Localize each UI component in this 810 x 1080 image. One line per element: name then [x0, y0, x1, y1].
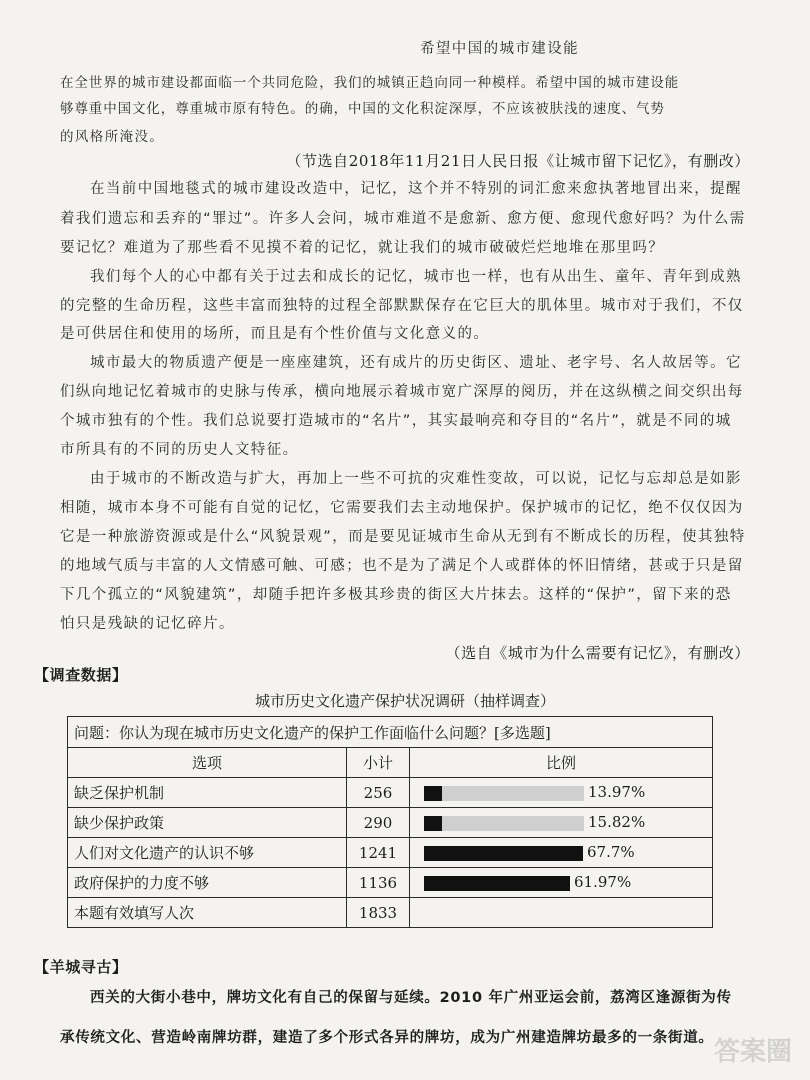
text-line: 市所具有的不同的历史人文特征。 — [60, 442, 299, 458]
table-row — [68, 778, 713, 808]
text-line: 们纵向地记忆着城市的史脉与传承，横向地展示着城市宽广深厚的阅历，并在这纵横之间交织出每 — [60, 384, 744, 400]
text-line: 西关的大街小巷中，牌坊文化有自己的保留与延续。2010 年广州亚运会前，荔湾区逢源街为传 — [90, 990, 732, 1006]
option-label: 人们对文化遗产的认识不够 — [68, 838, 347, 868]
section-tag-survey: 【调查数据】 — [34, 666, 128, 684]
survey-title: 城市历史文化遗产保护状况调研（抽样调查） — [254, 692, 555, 710]
ratio-label: 61.97% — [574, 873, 632, 891]
option-label: 缺少保护政策 — [68, 808, 347, 838]
source-citation: （选自《城市为什么需要有记忆》，有删改） — [445, 644, 750, 662]
header-ratio: 比例 — [410, 748, 713, 778]
text-line: 够尊重中国文化，尊重城市原有特色。的确，中国的文化积淀深厚，不应该被肤浅的速度、气势 — [60, 101, 665, 117]
text-line: 承传统文化、营造岭南牌坊群，建造了多个形式各异的牌坊，成为广州建造牌坊最多的一条街道。 — [60, 1030, 714, 1046]
text-line: 的完整的生命历程，这些丰富而独特的过程全部默默保存在它巨大的肌体里。城市对于我们，不仅 — [60, 298, 744, 314]
text-line: 由于城市的不断改造与扩大，再加上一些不可抗的灾难性变故，可以说，记忆与忘却总是如影 — [90, 471, 742, 487]
ratio-label: 13.97% — [588, 783, 646, 801]
ratio-cell — [410, 838, 713, 868]
table-row — [68, 868, 713, 898]
text-line: 着我们遗忘和丢弃的“罪过”。许多人会问，城市难道不是愈新、愈方便、愈现代愈好吗？为什么需 — [60, 211, 746, 227]
ratio-label: 15.82% — [588, 813, 646, 831]
text-line: 城市最大的物质遗产便是一座座建筑，还有成片的历史街区、遗址、老字号、名人故居等。它 — [90, 355, 742, 371]
ratio-cell — [410, 778, 713, 808]
option-count: 290 — [347, 808, 410, 838]
text-line: 在当前中国地毯式的城市建设改造中，记忆，这个并不特别的词汇愈来愈执著地冒出来，提醒 — [90, 181, 742, 197]
text-line: 的地域气质与丰富的人文情感可触、可感；也不是为了满足个人或群体的怀旧情绪，甚或于只是留 — [60, 558, 744, 574]
table-row — [68, 808, 713, 838]
ratio-bar — [424, 846, 583, 861]
text-line: 怕只是残缺的记忆碎片。 — [60, 616, 235, 632]
ratio-bar — [424, 876, 570, 891]
text-line: 下几个孤立的“风貌建筑”，却随手把许多极其珍贵的街区大片抹去。这样的“保护”，留下来的恐 — [60, 587, 732, 603]
survey-table — [67, 716, 713, 928]
option-count: 256 — [347, 778, 410, 808]
table-row — [68, 838, 713, 868]
option-label: 缺乏保护机制 — [68, 778, 347, 808]
option-label: 政府保护的力度不够 — [68, 868, 347, 898]
ratio-label: 67.7% — [587, 843, 635, 861]
total-count: 1833 — [347, 898, 410, 928]
option-count: 1241 — [347, 838, 410, 868]
option-count: 1136 — [347, 868, 410, 898]
ratio-bar — [424, 786, 584, 801]
text-line: 我们每个人的心中都有关于过去和成长的记忆，城市也一样，也有从出生、童年、青年到成熟 — [90, 269, 742, 285]
text-line: 要记忆？难道为了那些看不见摸不着的记忆，就让我们的城市破破烂烂地堆在那里吗？ — [60, 240, 665, 256]
text-line: 是可供居住和使用的场所，而且是有个性价值与文化意义的。 — [60, 326, 490, 342]
source-citation: （节选自2018年11月21日人民日报《让城市留下记忆》，有删改） — [286, 152, 750, 170]
table-row — [68, 898, 713, 928]
text-line: 的风格所淹没。 — [60, 129, 165, 145]
empty-cell — [410, 898, 713, 928]
text-line: 个城市独有的个性。我们总说要打造城市的“名片”，其实最响亮和夺目的“名片”，就是不同的城 — [60, 413, 732, 429]
text-line: 它是一种旅游资源或是什么“风貌景观”，而是要见证城市生命从无到有不断成长的历程，使其独特 — [60, 529, 746, 545]
text-line: 希望中国的城市建设能 — [420, 41, 579, 57]
header-count: 小计 — [347, 748, 410, 778]
ratio-bar — [424, 816, 584, 831]
text-line: 在全世界的城市建设都面临一个共同危险，我们的城镇正趋向同一种模样。希望中国的城市建设能 — [60, 75, 680, 91]
text-line: 相随，城市本身不可能有自觉的记忆，它需要我们去主动地保护。保护城市的记忆，绝不仅仅因为 — [60, 500, 744, 516]
ratio-cell — [410, 808, 713, 838]
survey-question: 问题：你认为现在城市历史文化遗产的保护工作面临什么问题？[多选题] — [68, 717, 713, 748]
ratio-cell — [410, 868, 713, 898]
watermark-logo: 答案圈 — [713, 1037, 792, 1067]
total-label: 本题有效填写人次 — [68, 898, 347, 928]
header-option: 选项 — [68, 748, 347, 778]
section-tag-yangcheng: 【羊城寻古】 — [34, 958, 128, 976]
